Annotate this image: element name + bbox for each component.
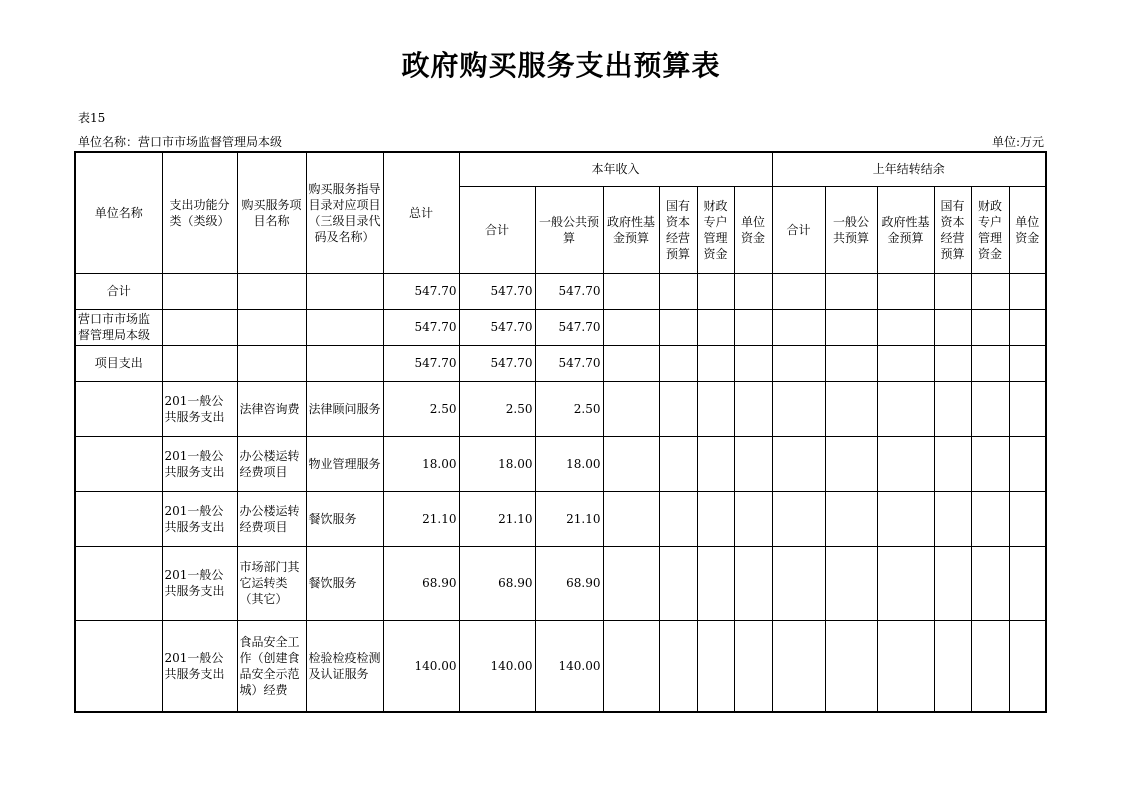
cell-unit-name: 合计 bbox=[75, 273, 162, 309]
unit-name-value: 营口市市场监督管理局本级 bbox=[138, 135, 283, 149]
cell-empty bbox=[877, 273, 934, 309]
cell-catalog: 法律顾问服务 bbox=[306, 381, 383, 436]
cell-empty bbox=[1009, 620, 1046, 712]
cell-empty bbox=[1009, 273, 1046, 309]
cell-empty bbox=[734, 273, 772, 309]
table-row bbox=[75, 345, 1046, 381]
cell-sum: 547.70 bbox=[459, 309, 535, 345]
cell-empty bbox=[1009, 436, 1046, 491]
cell-service-item: 办公楼运转经费项目 bbox=[237, 436, 306, 491]
cell-empty bbox=[772, 546, 825, 620]
cell-empty bbox=[877, 309, 934, 345]
table-row bbox=[75, 436, 1046, 491]
header-sum: 合计 bbox=[459, 186, 535, 273]
header-row-1 bbox=[75, 152, 1046, 186]
cell-func-class: 201一般公共服务支出 bbox=[162, 381, 237, 436]
header-current-income: 本年收入 bbox=[459, 152, 772, 186]
cell-general-budget: 2.50 bbox=[535, 381, 603, 436]
cell-empty bbox=[934, 620, 971, 712]
header-fiscal-special-carryover: 财政专户管理资金 bbox=[971, 186, 1009, 273]
budget-table bbox=[74, 151, 1047, 713]
cell-empty bbox=[697, 273, 734, 309]
cell-empty bbox=[659, 309, 697, 345]
cell-total: 547.70 bbox=[383, 273, 459, 309]
cell-empty bbox=[603, 309, 659, 345]
cell-empty bbox=[697, 309, 734, 345]
cell-general-budget: 140.00 bbox=[535, 620, 603, 712]
cell-empty bbox=[934, 381, 971, 436]
header-general-budget-carryover: 一般公共预算 bbox=[825, 186, 877, 273]
header-fiscal-special: 财政专户管理资金 bbox=[697, 186, 734, 273]
cell-empty bbox=[971, 309, 1009, 345]
cell-sum: 547.70 bbox=[459, 345, 535, 381]
header-sum-carryover: 合计 bbox=[772, 186, 825, 273]
cell-empty bbox=[772, 381, 825, 436]
header-service-item: 购买服务项目名称 bbox=[237, 152, 306, 273]
header-unit-fund: 单位资金 bbox=[734, 186, 772, 273]
cell-empty bbox=[971, 345, 1009, 381]
header-unit-fund-carryover: 单位资金 bbox=[1009, 186, 1046, 273]
cell-empty bbox=[772, 491, 825, 546]
cell-empty bbox=[971, 546, 1009, 620]
cell-service-item bbox=[237, 309, 306, 345]
cell-empty bbox=[603, 436, 659, 491]
cell-empty bbox=[877, 620, 934, 712]
cell-empty bbox=[659, 345, 697, 381]
cell-empty bbox=[659, 273, 697, 309]
cell-total: 547.70 bbox=[383, 345, 459, 381]
cell-empty bbox=[734, 620, 772, 712]
cell-empty bbox=[1009, 546, 1046, 620]
cell-empty bbox=[697, 546, 734, 620]
cell-empty bbox=[603, 546, 659, 620]
cell-empty bbox=[659, 620, 697, 712]
cell-general-budget: 18.00 bbox=[535, 436, 603, 491]
cell-empty bbox=[603, 345, 659, 381]
cell-total: 547.70 bbox=[383, 309, 459, 345]
cell-general-budget: 68.90 bbox=[535, 546, 603, 620]
cell-empty bbox=[934, 345, 971, 381]
table-row bbox=[75, 309, 1046, 345]
cell-empty bbox=[659, 546, 697, 620]
cell-empty bbox=[877, 436, 934, 491]
cell-unit-name bbox=[75, 436, 162, 491]
cell-unit-name bbox=[75, 491, 162, 546]
cell-empty bbox=[877, 345, 934, 381]
cell-empty bbox=[934, 546, 971, 620]
cell-catalog bbox=[306, 273, 383, 309]
header-catalog: 购买服务指导目录对应项目（三级目录代码及名称） bbox=[306, 152, 383, 273]
cell-service-item bbox=[237, 273, 306, 309]
cell-empty bbox=[1009, 309, 1046, 345]
cell-empty bbox=[734, 436, 772, 491]
cell-empty bbox=[603, 491, 659, 546]
cell-func-class: 201一般公共服务支出 bbox=[162, 436, 237, 491]
cell-empty bbox=[1009, 381, 1046, 436]
table-row bbox=[75, 381, 1046, 436]
cell-func-class bbox=[162, 309, 237, 345]
cell-empty bbox=[697, 381, 734, 436]
table-row bbox=[75, 273, 1046, 309]
cell-general-budget: 547.70 bbox=[535, 309, 603, 345]
cell-general-budget: 547.70 bbox=[535, 345, 603, 381]
cell-sum: 68.90 bbox=[459, 546, 535, 620]
header-unit-name: 单位名称 bbox=[75, 152, 162, 273]
cell-empty bbox=[734, 546, 772, 620]
cell-empty bbox=[971, 273, 1009, 309]
cell-empty bbox=[825, 273, 877, 309]
cell-func-class: 201一般公共服务支出 bbox=[162, 491, 237, 546]
cell-catalog: 物业管理服务 bbox=[306, 436, 383, 491]
cell-sum: 547.70 bbox=[459, 273, 535, 309]
cell-empty bbox=[971, 381, 1009, 436]
header-gov-fund: 政府性基金预算 bbox=[603, 186, 659, 273]
cell-catalog: 检验检疫检测及认证服务 bbox=[306, 620, 383, 712]
cell-catalog: 餐饮服务 bbox=[306, 546, 383, 620]
cell-empty bbox=[734, 309, 772, 345]
cell-empty bbox=[877, 546, 934, 620]
cell-empty bbox=[877, 491, 934, 546]
unit-name-label: 单位名称： bbox=[78, 135, 139, 149]
cell-func-class: 201一般公共服务支出 bbox=[162, 546, 237, 620]
cell-empty bbox=[825, 546, 877, 620]
cell-unit-name bbox=[75, 620, 162, 712]
cell-empty bbox=[934, 491, 971, 546]
cell-total: 68.90 bbox=[383, 546, 459, 620]
cell-empty bbox=[734, 381, 772, 436]
cell-empty bbox=[772, 309, 825, 345]
cell-func-class bbox=[162, 273, 237, 309]
cell-empty bbox=[659, 436, 697, 491]
table-row bbox=[75, 620, 1046, 712]
cell-empty bbox=[971, 620, 1009, 712]
cell-sum: 2.50 bbox=[459, 381, 535, 436]
cell-empty bbox=[825, 436, 877, 491]
cell-empty bbox=[603, 620, 659, 712]
cell-total: 2.50 bbox=[383, 381, 459, 436]
cell-unit-name: 营口市市场监督管理局本级 bbox=[75, 309, 162, 345]
cell-empty bbox=[825, 345, 877, 381]
cell-catalog bbox=[306, 345, 383, 381]
cell-empty bbox=[934, 273, 971, 309]
header-state-capital-carryover: 国有资本经营预算 bbox=[934, 186, 971, 273]
cell-total: 18.00 bbox=[383, 436, 459, 491]
cell-empty bbox=[659, 491, 697, 546]
cell-total: 140.00 bbox=[383, 620, 459, 712]
unit-name-line bbox=[78, 133, 282, 150]
cell-empty bbox=[825, 620, 877, 712]
cell-empty bbox=[934, 436, 971, 491]
cell-empty bbox=[772, 436, 825, 491]
cell-sum: 21.10 bbox=[459, 491, 535, 546]
page-title: 政府购买服务支出预算表 bbox=[401, 49, 721, 82]
cell-empty bbox=[697, 436, 734, 491]
cell-unit-name bbox=[75, 381, 162, 436]
cell-empty bbox=[772, 345, 825, 381]
cell-total: 21.10 bbox=[383, 491, 459, 546]
cell-empty bbox=[934, 309, 971, 345]
cell-empty bbox=[697, 491, 734, 546]
cell-unit-name bbox=[75, 546, 162, 620]
table-number: 表15 bbox=[78, 111, 106, 125]
currency-unit-label: 单位:万元 bbox=[991, 135, 1044, 149]
cell-empty bbox=[603, 381, 659, 436]
cell-empty bbox=[603, 273, 659, 309]
cell-empty bbox=[1009, 345, 1046, 381]
cell-func-class: 201一般公共服务支出 bbox=[162, 620, 237, 712]
cell-catalog: 餐饮服务 bbox=[306, 491, 383, 546]
cell-catalog bbox=[306, 309, 383, 345]
cell-empty bbox=[825, 381, 877, 436]
cell-sum: 140.00 bbox=[459, 620, 535, 712]
cell-general-budget: 21.10 bbox=[535, 491, 603, 546]
cell-unit-name: 项目支出 bbox=[75, 345, 162, 381]
cell-empty bbox=[697, 345, 734, 381]
cell-func-class bbox=[162, 345, 237, 381]
table-row bbox=[75, 491, 1046, 546]
header-gov-fund-carryover: 政府性基金预算 bbox=[877, 186, 934, 273]
header-state-capital: 国有资本经营预算 bbox=[659, 186, 697, 273]
cell-empty bbox=[825, 309, 877, 345]
cell-empty bbox=[1009, 491, 1046, 546]
cell-service-item: 法律咨询费 bbox=[237, 381, 306, 436]
cell-sum: 18.00 bbox=[459, 436, 535, 491]
cell-service-item: 市场部门其它运转类（其它） bbox=[237, 546, 306, 620]
cell-general-budget: 547.70 bbox=[535, 273, 603, 309]
cell-empty bbox=[971, 491, 1009, 546]
cell-empty bbox=[659, 381, 697, 436]
cell-empty bbox=[971, 436, 1009, 491]
table-row bbox=[75, 546, 1046, 620]
header-total: 总计 bbox=[383, 152, 459, 273]
cell-empty bbox=[877, 381, 934, 436]
header-general-budget: 一般公共预算 bbox=[535, 186, 603, 273]
cell-service-item: 食品安全工作（创建食品安全示范城）经费 bbox=[237, 620, 306, 712]
cell-empty bbox=[772, 620, 825, 712]
cell-empty bbox=[697, 620, 734, 712]
header-carryover: 上年结转结余 bbox=[772, 152, 1046, 186]
cell-empty bbox=[734, 491, 772, 546]
header-func-class: 支出功能分类（类级） bbox=[162, 152, 237, 273]
cell-service-item: 办公楼运转经费项目 bbox=[237, 491, 306, 546]
cell-service-item bbox=[237, 345, 306, 381]
cell-empty bbox=[734, 345, 772, 381]
cell-empty bbox=[772, 273, 825, 309]
cell-empty bbox=[825, 491, 877, 546]
